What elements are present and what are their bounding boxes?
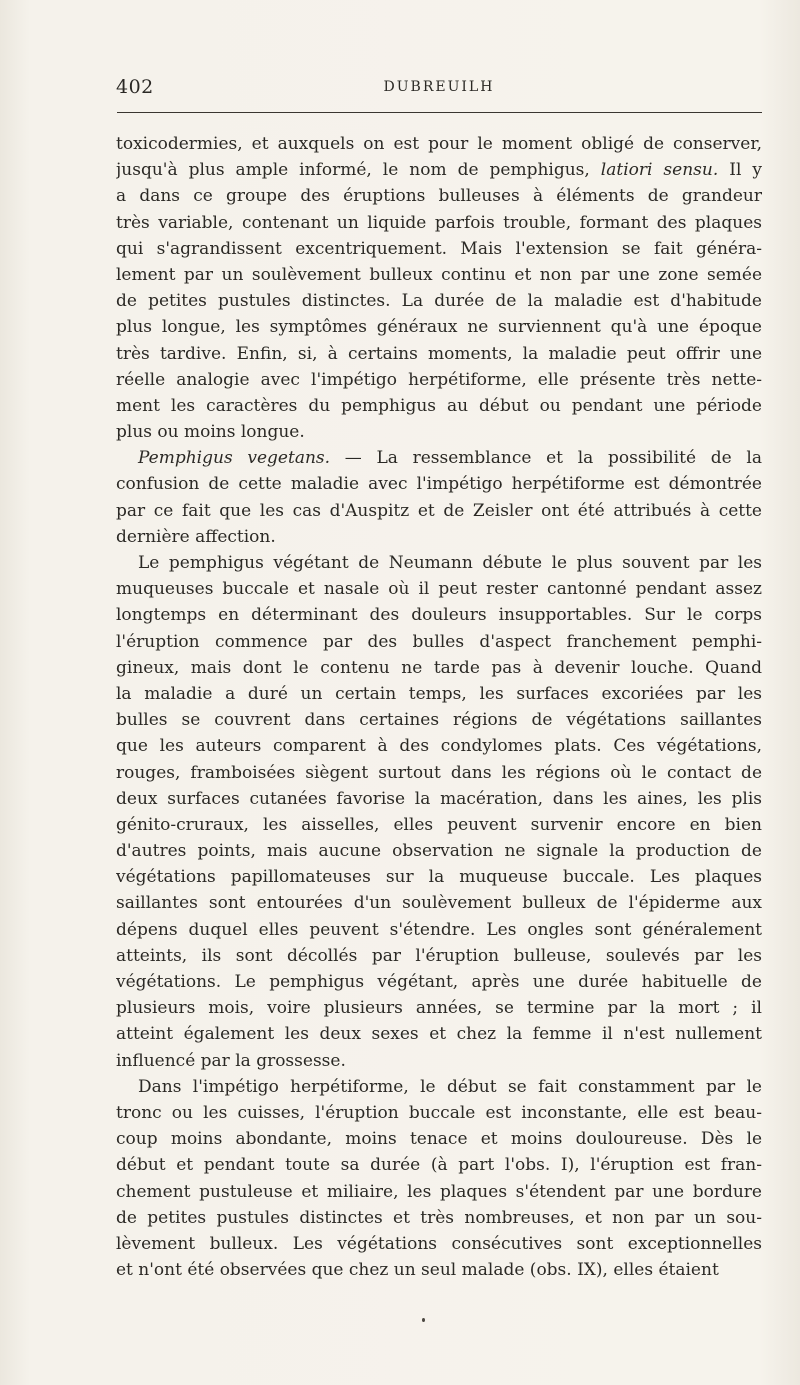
text-segment: lement par un soulèvement bulleux continu et non par une zone semée xyxy=(116,264,762,285)
text-line xyxy=(116,890,762,916)
text-segment: d'autres points, mais aucune observation ne signale la production de xyxy=(116,841,762,862)
text-segment: de petites pustules distinctes et très nombreuses, et non par un sou- xyxy=(116,1207,762,1228)
text-line xyxy=(116,1021,762,1047)
text-segment: toxicodermies, et auxquels on est pour le moment obligé de conserver, xyxy=(116,134,762,154)
text-segment: que les auteurs comparent à des condylomes plats. Ces végétations, xyxy=(116,736,762,757)
text-line xyxy=(116,786,762,812)
text-segment: par ce fait que les cas d'Auspitz et de Zeisler ont été attribués à cette xyxy=(116,500,762,521)
text-line xyxy=(116,733,762,759)
text-line xyxy=(116,550,762,576)
text-segment: très tardive. Enfin, si, à certains moments, la maladie peut offrir une xyxy=(116,343,762,364)
text-segment: atteints, ils sont décollés par l'éruption bulleuse, soulevés par les xyxy=(116,945,762,966)
text-segment: plus ou moins longue. xyxy=(116,422,305,443)
text-line xyxy=(116,943,762,969)
text-segment: Dans l'impétigo herpétiforme, le début se fait constamment par le xyxy=(138,1076,762,1097)
text-segment: Le pemphigus végétant de Neumann débute le plus souvent par les xyxy=(138,553,762,573)
text-line xyxy=(116,1257,762,1283)
text-line xyxy=(116,1126,762,1152)
text-line xyxy=(116,157,762,183)
text-line xyxy=(116,445,762,471)
text-segment: a dans ce groupe des éruptions bulleuses à éléments de grandeur xyxy=(116,186,762,207)
text-line xyxy=(116,288,762,314)
text-line xyxy=(116,393,762,419)
text-line xyxy=(116,367,762,393)
italic-term: Pemphigus vegetans. xyxy=(138,448,331,469)
text-segment: et n'ont été observées que chez un seul malade (obs. IX), elles étaient xyxy=(116,1260,719,1281)
text-segment: Il y xyxy=(718,160,762,181)
text-line xyxy=(116,1074,762,1100)
text-line xyxy=(116,576,762,602)
page-number: 402 xyxy=(116,76,154,98)
text-segment: qui s'agrandissent excentriquement. Mais l'extension se fait généra- xyxy=(116,238,762,259)
text-line xyxy=(116,1048,762,1074)
body-text xyxy=(116,131,762,1283)
text-line xyxy=(116,341,762,367)
running-head: DUBREUILH xyxy=(383,79,495,95)
text-segment: longtemps en déterminant des douleurs insupportables. Sur le corps xyxy=(116,605,762,626)
text-segment: — La ressemblance et la possibilité de la xyxy=(330,448,762,469)
text-line xyxy=(116,524,762,550)
text-line xyxy=(116,838,762,864)
text-segment: rouges, framboisées siègent surtout dans les régions où le contact de xyxy=(116,762,762,783)
text-segment: l'éruption commence par des bulles d'aspect franchement pemphi- xyxy=(116,631,762,652)
text-segment: bulles se couvrent dans certaines régions de végétations saillantes xyxy=(116,710,762,731)
text-segment: plus longue, les symptômes généraux ne surviennent qu'à une époque xyxy=(116,317,762,338)
text-segment: tronc ou les cuisses, l'éruption buccale est inconstante, elle est beau- xyxy=(116,1102,762,1123)
text-line xyxy=(116,498,762,524)
text-line xyxy=(116,1100,762,1126)
page-header xyxy=(116,76,762,100)
text-line xyxy=(116,183,762,209)
text-line xyxy=(116,1152,762,1178)
text-line xyxy=(116,995,762,1021)
text-segment: saillantes sont entourées d'un soulèvement bulleux de l'épiderme aux xyxy=(116,893,762,914)
text-line xyxy=(116,629,762,655)
text-line xyxy=(116,314,762,340)
text-segment: végétations papillomateuses sur la muqueuse buccale. Les plaques xyxy=(116,867,762,888)
text-line xyxy=(116,471,762,497)
text-line xyxy=(116,707,762,733)
text-segment: lèvement bulleux. Les végétations consécutives sont exceptionnelles xyxy=(116,1233,762,1254)
text-segment: dépens duquel elles peuvent s'étendre. Les ongles sont généralement xyxy=(116,919,762,940)
text-segment: plusieurs mois, voire plusieurs années, se termine par la mort ; il xyxy=(116,998,762,1019)
text-segment: influencé par la grossesse. xyxy=(116,1050,346,1071)
text-line xyxy=(116,969,762,995)
text-segment: de petites pustules distinctes. La durée de la maladie est d'habitude xyxy=(116,291,762,312)
text-line xyxy=(116,760,762,786)
text-line xyxy=(116,236,762,262)
text-line xyxy=(116,1179,762,1205)
text-segment: la maladie a duré un certain temps, les surfaces excoriées par les xyxy=(116,683,762,704)
text-line xyxy=(116,1205,762,1231)
text-segment: chement pustuleuse et miliaire, les plaques s'étendent par une bordure xyxy=(116,1181,762,1202)
text-line xyxy=(116,131,762,157)
text-segment: végétations. Le pemphigus végétant, après une durée habituelle de xyxy=(116,972,762,992)
text-line xyxy=(116,210,762,236)
header-rule xyxy=(117,112,762,113)
ink-speck xyxy=(422,1318,425,1322)
text-line xyxy=(116,917,762,943)
italic-term: latiori sensu. xyxy=(600,160,719,181)
text-segment: gineux, mais dont le contenu ne tarde pas à devenir louche. Quand xyxy=(116,657,762,678)
text-segment: coup moins abondante, moins tenace et moins douloureuse. Dès le xyxy=(116,1129,762,1150)
text-line xyxy=(116,262,762,288)
text-line xyxy=(116,812,762,838)
text-segment: génito-cruraux, les aisselles, elles peuvent survenir encore en bien xyxy=(116,814,762,835)
text-line xyxy=(116,602,762,628)
text-segment: confusion de cette maladie avec l'impétigo herpétiforme est démontrée xyxy=(116,474,762,495)
text-segment: dernière affection. xyxy=(116,526,276,547)
text-segment: atteint également les deux sexes et chez la femme il n'est nullement xyxy=(116,1024,762,1045)
text-segment: muqueuses buccale et nasale où il peut rester cantonné pendant assez xyxy=(116,579,762,600)
text-line xyxy=(116,419,762,445)
text-line xyxy=(116,681,762,707)
text-line xyxy=(116,1231,762,1257)
text-segment: réelle analogie avec l'impétigo herpétiforme, elle présente très nette- xyxy=(116,369,762,390)
text-segment: deux surfaces cutanées favorise la macération, dans les aines, les plis xyxy=(116,788,762,809)
text-segment: jusqu'à plus ample informé, le nom de pemphigus, xyxy=(116,160,601,181)
text-segment: très variable, contenant un liquide parfois trouble, formant des plaques xyxy=(116,212,762,233)
text-line xyxy=(116,655,762,681)
text-segment: début et pendant toute sa durée (à part l'obs. I), l'éruption est fran- xyxy=(116,1155,762,1176)
text-segment: ment les caractères du pemphigus au début ou pendant une période xyxy=(116,395,762,416)
text-line xyxy=(116,864,762,890)
